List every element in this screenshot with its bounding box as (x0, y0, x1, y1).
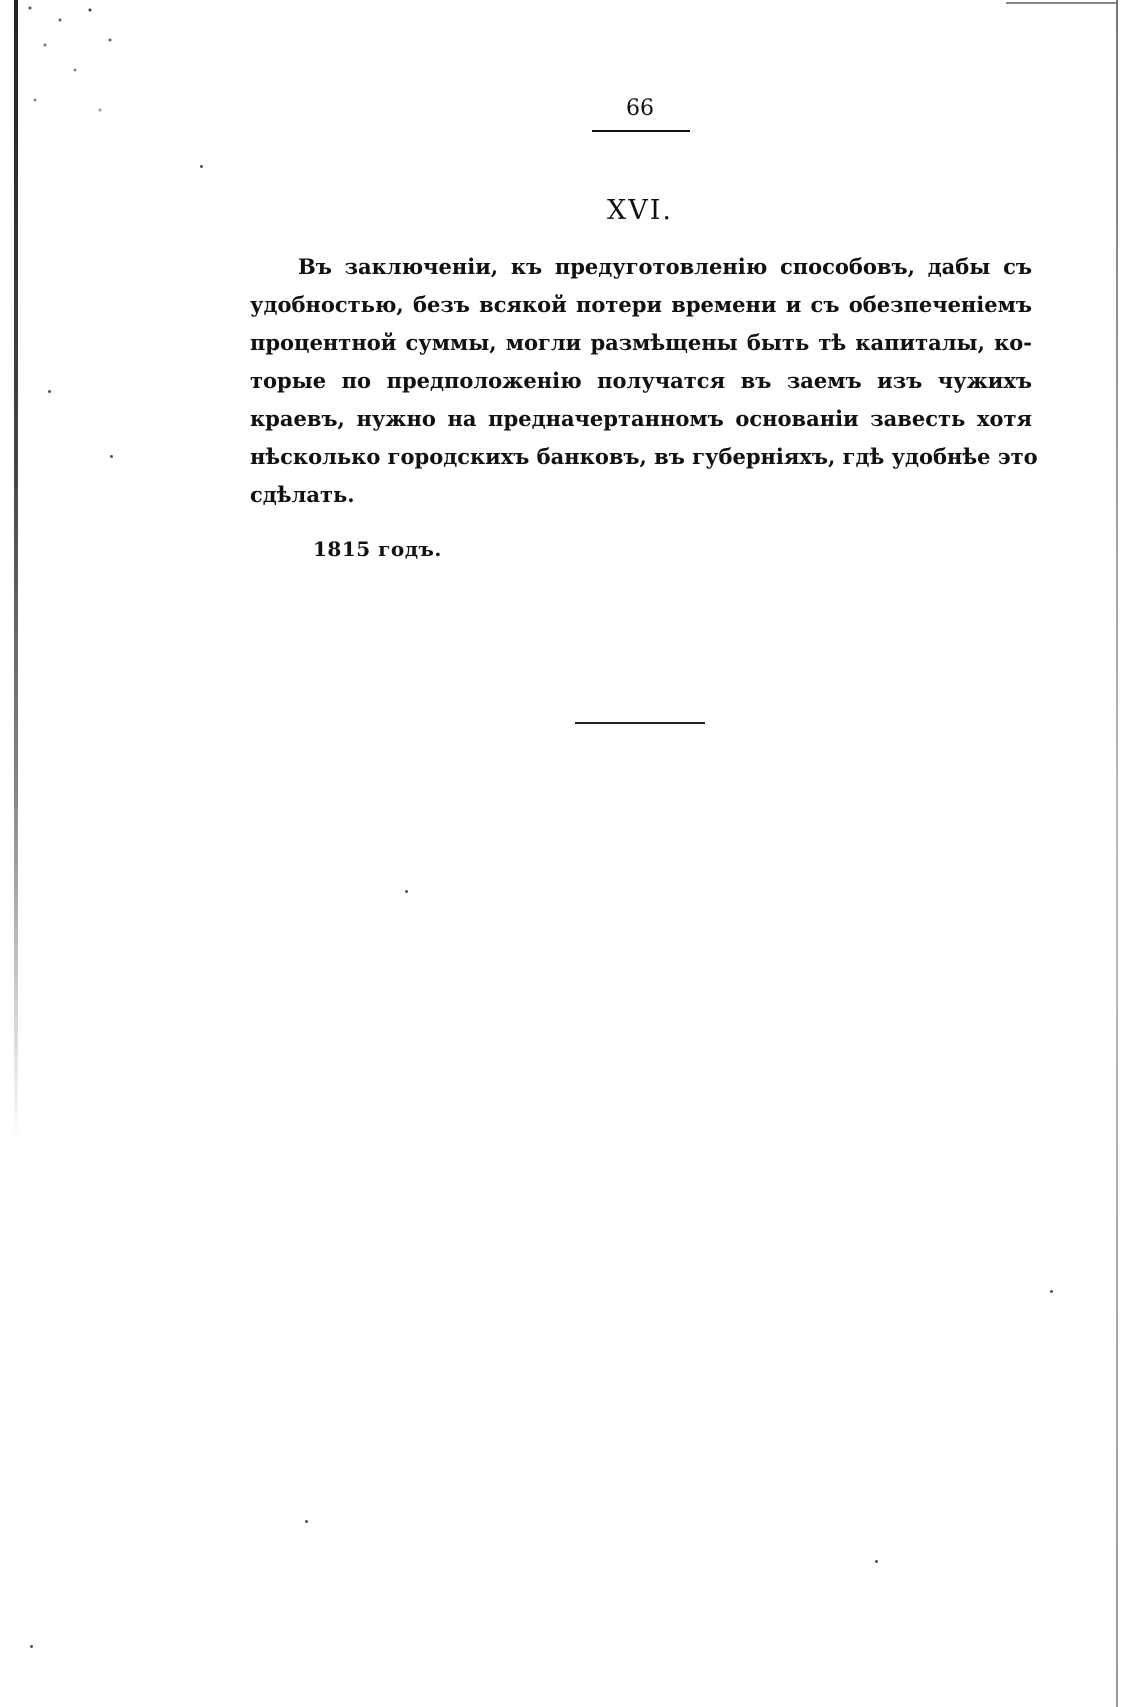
scan-dust (405, 890, 408, 893)
scan-dust (48, 390, 51, 393)
scan-dust (1050, 1290, 1053, 1293)
scan-right-edge (1116, 0, 1118, 1707)
scan-dust (305, 1520, 308, 1523)
paragraph-line: процентной суммы, могли размѣщены быть тѣ капиталы, ко- (250, 330, 1032, 355)
paragraph-line: краевъ, нужно на предначертанномъ основаніи завесть хотя (250, 406, 1032, 431)
end-rule (575, 722, 705, 724)
page-number: 66 (626, 96, 654, 121)
scan-dust (110, 455, 113, 458)
paragraph-line: торые по предположенію получатся въ заемъ изъ чужихъ (250, 368, 1032, 393)
paragraph-line: удобностью, безъ всякой потери времени и съ обезпеченіемъ (250, 292, 1032, 317)
paragraph-line: нѣсколько городскихъ банковъ, въ губерніяхъ, гдѣ удобнѣе это (250, 444, 1038, 469)
scan-left-edge (14, 0, 18, 1140)
scan-speckle (20, 0, 120, 140)
paragraph-line: Въ заключеніи, къ предуготовленію способовъ, дабы съ (298, 254, 1032, 279)
scan-dust (875, 1560, 878, 1563)
page-number-rule (592, 130, 690, 132)
body-paragraph (250, 248, 1038, 514)
scan-dust (30, 1645, 33, 1648)
section-heading: XVI. (607, 195, 673, 226)
scan-dust (200, 165, 203, 168)
paragraph-line: сдѣлать. (250, 482, 355, 507)
date-line: 1815 годъ. (313, 537, 442, 561)
scan-top-rule (1006, 2, 1116, 4)
